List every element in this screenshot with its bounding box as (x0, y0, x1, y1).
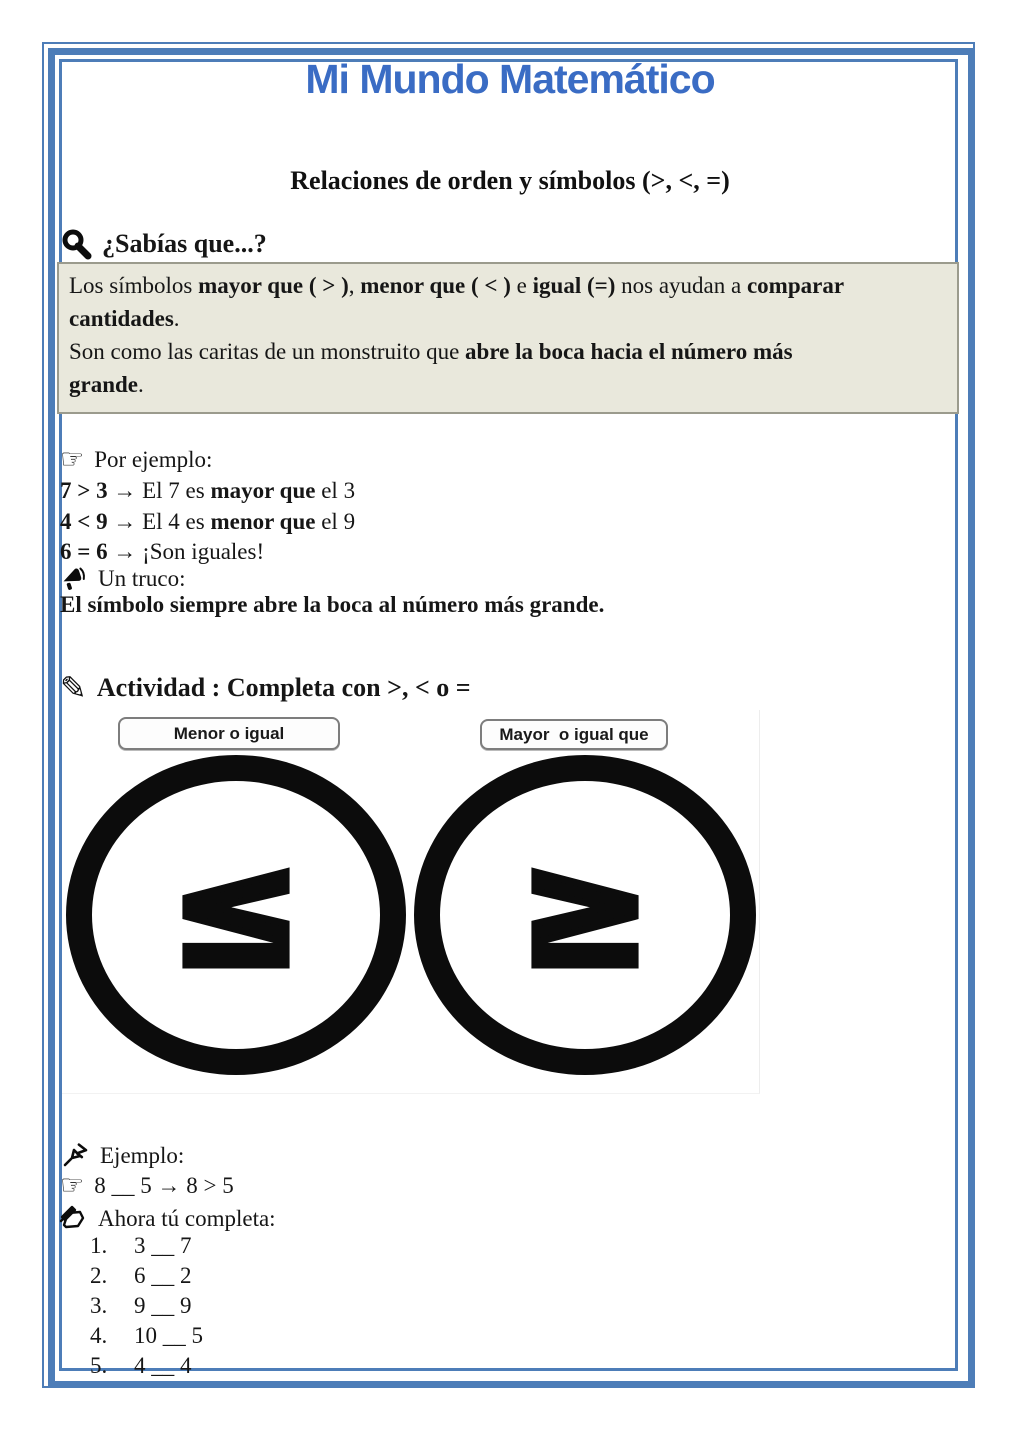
info-box-line: cantidades. (69, 306, 180, 331)
example-line: 7 > 3 → El 7 es mayor que el 3 (60, 478, 356, 503)
sabias-heading-row (60, 228, 267, 260)
info-box (57, 262, 959, 414)
truco-heading: Un truco: (98, 565, 186, 591)
list-item (90, 1264, 203, 1288)
mayor-o-igual-label: Mayor o igual que (480, 719, 668, 750)
ejemplo-heading: Ejemplo: (100, 1142, 185, 1168)
por-ejemplo-heading-row (60, 446, 212, 473)
writing-hand-icon (58, 1203, 88, 1233)
pointing-hand-icon: ☞ (60, 444, 85, 475)
example-line: 4 < 9 → El 4 es menor que el 9 (60, 509, 356, 534)
list-item-text: 3 __ 7 (134, 1233, 192, 1258)
list-item (90, 1354, 203, 1378)
list-item-number: 5. (90, 1353, 108, 1378)
pushpin-icon (60, 1140, 90, 1170)
list-item-number: 2. (90, 1263, 108, 1288)
completa-heading-row (58, 1203, 276, 1233)
practice-list (90, 1234, 203, 1378)
completa-heading: Ahora tú completa: (98, 1205, 276, 1231)
info-box-line: grande. (69, 372, 144, 397)
list-item-number: 1. (90, 1233, 108, 1258)
leq-symbol: ≤ (168, 816, 304, 1003)
magnifier-icon (60, 228, 92, 260)
actividad-heading: Actividad : Completa con >, < o = (96, 673, 471, 702)
list-item-number: 3. (90, 1293, 108, 1318)
list-item (90, 1324, 203, 1348)
sabias-heading: ¿Sabías que...? (102, 229, 267, 258)
pencil-icon: ✎ (60, 669, 87, 707)
leq-circle (66, 755, 406, 1075)
geq-circle (414, 755, 756, 1075)
info-box-line: Los símbolos mayor que ( > ), menor que ( < ) e igual (=) nos ayudan a comparar (69, 273, 845, 298)
menor-o-igual-label: Menor o igual (118, 717, 340, 750)
truco-heading-row (60, 564, 186, 592)
list-item-text: 6 __ 2 (134, 1263, 192, 1288)
pointing-hand-icon: ☞ (60, 1170, 85, 1201)
list-item-text: 9 __ 9 (134, 1293, 192, 1318)
page-subtitle: Relaciones de orden y símbolos (>, <, =) (290, 166, 730, 195)
ejemplo-line-row (60, 1172, 234, 1199)
example-line: 6 = 6 → ¡Son iguales! (60, 539, 265, 564)
geq-symbol: ≥ (517, 816, 653, 1003)
ejemplo-line: 8 __ 5 → 8 > 5 (94, 1173, 234, 1198)
truco-text: El símbolo siempre abre la boca al número más grande. (60, 592, 605, 617)
list-item (90, 1294, 203, 1318)
page-title: Mi Mundo Matemático (305, 56, 715, 102)
list-item-text: 4 __ 4 (134, 1353, 192, 1378)
por-ejemplo-heading: Por ejemplo: (94, 447, 213, 472)
list-item-text: 10 __ 5 (134, 1323, 203, 1348)
megaphone-icon (60, 564, 88, 592)
actividad-heading-row (60, 669, 471, 707)
list-item (90, 1234, 203, 1258)
list-item-number: 4. (90, 1323, 108, 1348)
info-box-line: Son como las caritas de un monstruito que abre la boca hacia el número más (69, 339, 793, 364)
ejemplo-heading-row (60, 1140, 184, 1170)
